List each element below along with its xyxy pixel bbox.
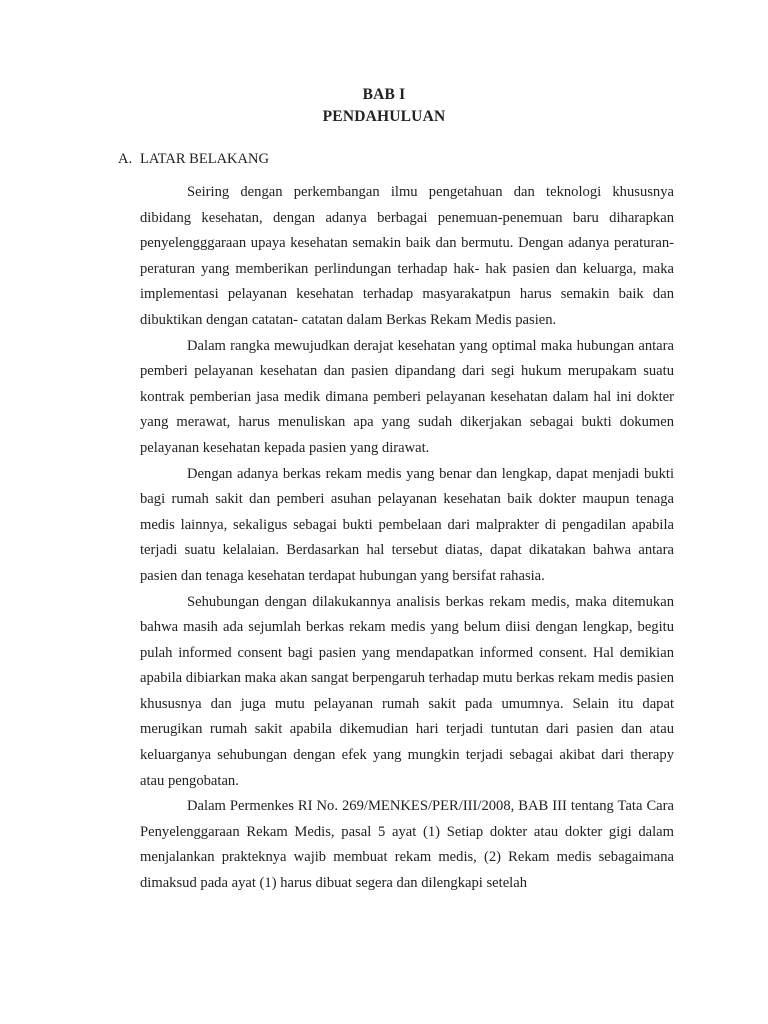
section-title: LATAR BELAKANG (140, 151, 269, 167)
paragraph: Dengan adanya berkas rekam medis yang benar dan lengkap, dapat menjadi bukti bagi rumah sakit dan pemberi asuhan pelayanan kesehatan baik dokter maupun tenaga medis lainnya, sekaligus sebagai bukti pembelaan dari malprakter di pengadilan apabila terjadi suatu kelalaian. Berdasarkan hal tersebut diatas, dapat dikatakan bahwa antara pasien dan tenaga kesehatan terdapat hubungan yang bersifat rahasia. (140, 465, 674, 584)
body-text (140, 180, 674, 897)
paragraph: Dalam rangka mewujudkan derajat kesehatan yang optimal maka hubungan antara pemberi pelayanan kesehatan dan pasien dipandang dari segi hukum merupakam suatu kontrak pemberian jasa medik dimana pemberi pelayanan kesehatan dalam hal ini dokter yang merawat, harus menuliskan apa yang sudah dikerjakan sebagai bukti dokumen pelayanan kesehatan kepada pasien yang dirawat. (140, 337, 674, 456)
paragraph: Dalam Permenkes RI No. 269/MENKES/PER/III/2008, BAB III tentang Tata Cara Penyelenggaraan Rekam Medis, pasal 5 ayat (1) Setiap dokter atau dokter gigi dalam menjalankan prakteknya wajib membuat rekam medis, (2) Rekam medis sebagaimana dimaksud pada ayat (1) harus dibuat segera dan dilengkapi setelah (140, 798, 674, 892)
section-heading (118, 151, 269, 168)
paragraph: Seiring dengan perkembangan ilmu pengetahuan dan teknologi khususnya dibidang kesehatan, dengan adanya berbagai penemuan-penemuan baru diharapkan penyelengggaraan upaya kesehatan semakin baik dan bermutu. Dengan adanya peraturan-peraturan yang memberikan perlindungan terhadap hak- hak pasien dan keluarga, maka implementasi pelayanan kesehatan terhadap masyarakatpun harus semakin baik dan dibuktikan dengan catatan- catatan dalam Berkas Rekam Medis pasien. (140, 184, 674, 328)
chapter-title: PENDAHULUAN (322, 108, 446, 125)
chapter-heading: BAB I (362, 86, 406, 103)
paragraph: Sehubungan dengan dilakukannya analisis berkas rekam medis, maka ditemukan bahwa masih ada sejumlah berkas rekam medis yang belum diisi dengan lengkap, begitu pulah informed consent bagi pasien yang mendapatkan informed consent. Hal demikian apabila dibiarkan maka akan sangat berpengaruh terhadap mutu berkas rekam medis pasien khususnya dan juga mutu pelayanan rumah sakit pada umumnya. Selain itu dapat merugikan rumah sakit apabila dikemudian hari terjadi tuntutan dari pasien dan atau keluarganya sehubungan dengan efek yang mungkin terjadi sebagai akibat dari therapy atau pengobatan. (140, 593, 674, 789)
section-number: A. (118, 151, 133, 167)
